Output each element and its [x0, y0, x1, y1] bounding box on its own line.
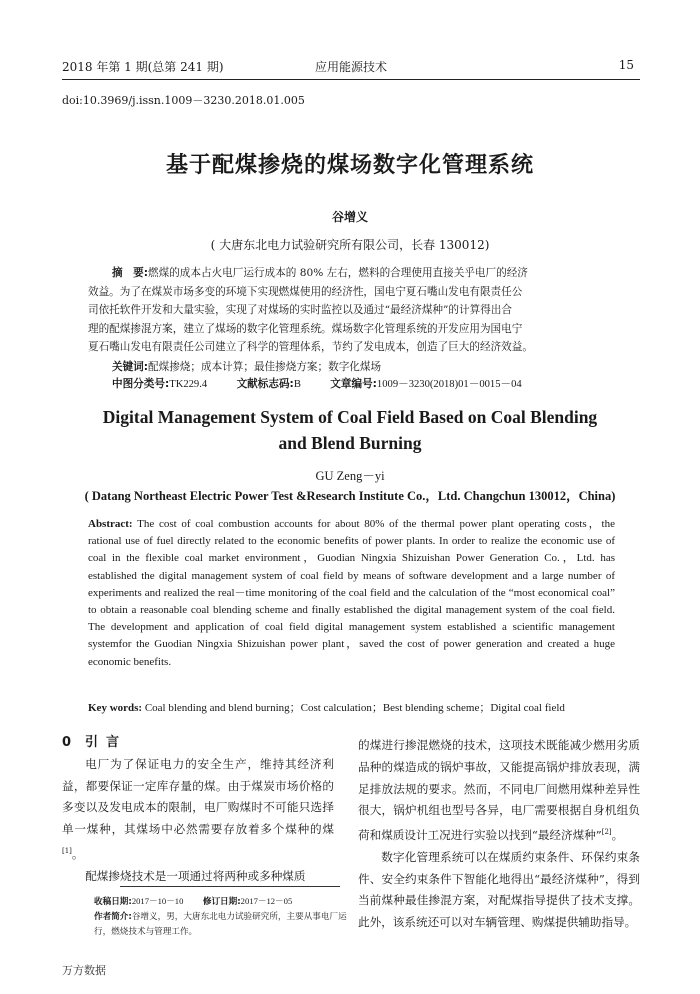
abstract-en-label: Abstract:: [88, 518, 133, 530]
citation: [2]: [601, 828, 612, 837]
doc-code: 文献标志码:B: [236, 378, 301, 390]
title-en: [0, 404, 700, 456]
body-right-column: [358, 735, 640, 934]
abstract-zh-label: 摘 要:: [112, 267, 149, 279]
journal-name: 应用能源技术: [314, 60, 387, 74]
body-left-column: [62, 732, 334, 887]
abstract-zh-line: 司依托软件开发和大量实验，实现了对煤场的实时监控以及通过“最经济煤种”的计算得出合: [88, 304, 512, 317]
abstract-en-text: The cost of coal combustion accounts for about 80% of the thermal power plant operating costs，the rational use of fuel directly related to the economic benefits of power plants. In order to realize the economic use of coal in the flexible coal market environment，Guodian Ningxia Shizuishan Power Generation Co.，Ltd. has established the digital management system of coal field by means of software development and a large number of experiments and realized the real－time monitoring of the coal field and the calculation of the “most economical coal” to obtain a reasonable coal blending scheme and finally established the digital management system of the coal field. The development and application of coal field digital management system established a scientific management systemfor the Guodian Ningxia Shizuishan power plant，saved the cost of power generation and created a huge economic benefits.: [88, 518, 615, 668]
abstract-zh-line: 夏石嘴山发电有限责任公司建立了科学的管理体系，节约了发电成本，创造了巨大的经济效益。: [88, 341, 533, 354]
article-number: 文章编号:1009－3230(2018)01－0015－04: [330, 378, 522, 390]
section-title: 引言: [85, 735, 128, 750]
keywords-en-text: Coal blending and blend burning；Cost calculation；Best blending scheme；Digital coal field: [144, 702, 565, 714]
keywords-en-label: Key words:: [88, 702, 143, 714]
abstract-zh-line: 摘 要:燃煤的成本占火电厂运行成本的 80% 左右，燃料的合理使用直接关乎电厂的经济: [112, 267, 528, 279]
issue-info: 2018 年第 1 期(总第 241 期): [62, 60, 224, 74]
abstract-zh-line: 理的配煤掺混方案，建立了煤场的数字化管理系统。煤场数字化管理系统的开发应用为国电宁: [88, 322, 523, 335]
page-number: 15: [618, 58, 634, 72]
title-en-line1: Digital Management System of Coal Field Based on Coal Blending: [102, 407, 598, 427]
abstract-zh-line: 效益。为了在煤炭市场多变的环境下实现燃煤使用的经济性，国电宁夏石嘴山发电有限责任公: [88, 285, 523, 298]
doi: doi:10.3969/j.issn.1009－3230.2018.01.005: [62, 94, 305, 107]
keywords-zh: [112, 358, 381, 376]
footnote-dates: 收稿日期:2017－10－10 修订日期:2017－12－05: [94, 896, 293, 907]
author-zh: 谷增义: [331, 210, 368, 224]
keywords-en: [88, 699, 615, 715]
running-header: [62, 58, 640, 76]
header-rule: [62, 79, 640, 80]
abstract-en: [88, 516, 615, 671]
keywords-zh-label: 关键词:: [112, 361, 149, 373]
title-en-line2: and Blend Burning: [278, 433, 422, 453]
clc: 中图分类号:TK229.4: [112, 378, 208, 390]
section-heading: [62, 732, 334, 754]
citation: [1]: [62, 846, 72, 855]
abstract-zh: [88, 264, 618, 357]
affiliation-en: ( Datang Northeast Electric Power Test &Research Institute Co.，Ltd. Changchun 130012，China): [84, 489, 616, 503]
paragraph: 配煤掺烧技术是一项通过将两种或多种煤质: [85, 868, 306, 883]
title-zh: 基于配煤掺烧的煤场数字化管理系统: [165, 153, 534, 178]
footnote-bio: 作者简介:谷增义，男，大唐东北电力试验研究所，主要从事电厂运行，燃烧技术与管理工作。: [94, 912, 347, 937]
author-en: GU Zeng－yi: [315, 469, 385, 483]
section-number: 0: [62, 735, 80, 750]
affiliation-zh: ( 大唐东北电力试验研究所有限公司，长春 130012): [210, 238, 490, 252]
footnote-rule: [120, 886, 340, 887]
keywords-zh-text: 配煤掺烧；成本计算；最佳掺烧方案；数字化煤场: [148, 361, 382, 373]
classification-line: [112, 376, 632, 391]
watermark: 万方数据: [62, 964, 106, 977]
paragraph: 的煤进行掺混燃烧的技术，这项技术既能减少燃用劣质品种的煤造成的锅炉事故，又能提高锅炉排放表现，满足排放法规的要求。然而，不同电厂间燃用煤种差异性很大，锅炉机组也型号各异，电厂需要根据自身机组负荷和煤质设计工况进行实验以找到“最经济煤种”[2]。: [358, 738, 640, 843]
paragraph: 数字化管理系统可以在煤质约束条件、环保约束条件、安全约束条件下智能化地得出“最经济煤种”，得到当前煤种最佳掺混方案，对配煤指导提供了技术支撑。此外，该系统还可以对车辆管理、购煤提供辅助指导。: [358, 849, 640, 930]
paragraph: 电厂为了保证电力的安全生产，维持其经济利益，都要保证一定库存量的煤。由于煤炭市场价格的多变以及发电成本的限制，电厂购煤时不可能只选择单一煤种，其煤场中必然需要存放着多个煤种的煤[1]。: [62, 756, 334, 861]
